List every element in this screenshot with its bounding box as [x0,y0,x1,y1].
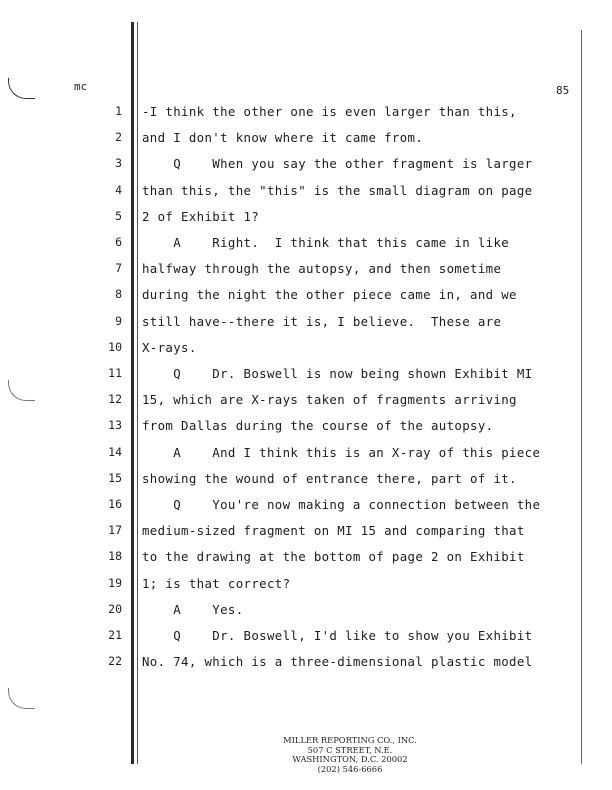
transcript-line [0,418,612,444]
binding-hole-mark [8,78,35,99]
line-number: 5 [115,208,122,223]
line-number: 12 [108,392,122,407]
line-text: 1; is that correct? [142,575,291,591]
reporter-city: WASHINGTON, D.C. 20002 [292,754,408,765]
line-text: from Dallas during the course of the autopsy. [142,418,494,434]
line-number: 21 [108,628,122,642]
line-number: 10 [108,339,122,354]
line-text: Q You're now making a connection between the [142,497,541,512]
line-number: 2 [115,130,122,145]
transcript-line [0,576,612,602]
line-text: 15, which are X-rays taken of fragments arriving [142,392,517,408]
line-text: -I think the other one is even larger than this, [142,104,517,119]
line-number: 13 [108,418,122,433]
line-text: 2 of Exhibit 1? [142,208,260,224]
line-text: than this, the "this" is the small diagram on page [142,182,533,198]
line-text: showing the wound of entrance there, part of it. [142,470,517,486]
reporter-phone: (202) 546-6666 [317,763,383,774]
transcript-line [0,445,612,471]
transcript-line [0,549,612,575]
line-text: A Right. I think that this came in like [142,235,510,250]
transcript-line [0,471,612,497]
line-number: 11 [108,366,122,380]
line-number: 15 [108,470,122,485]
reporter-street: 507 C STREET, N.E. [307,744,393,755]
line-text: still have--there it is, I believe. These are [142,313,502,329]
line-number: 16 [108,497,122,511]
line-number: 3 [115,156,122,171]
transcript-line [0,104,612,130]
line-text: Q When you say the other fragment is larger [142,156,533,172]
line-number: 7 [115,261,122,276]
transcript-line [0,340,612,366]
binding-hole-mark [8,688,35,709]
transcript-line [0,235,612,261]
transcript-line [0,209,612,235]
line-number: 18 [108,549,122,564]
transcript-line [0,523,612,549]
transcript-line [0,287,612,313]
line-text: A Yes. [142,601,244,617]
page-number: 85 [556,84,570,97]
line-number: 19 [108,575,122,590]
reporter-company: MILLER REPORTING CO., INC. [283,735,417,745]
line-text: No. 74, which is a three-dimensional plastic model [142,654,533,670]
transcript-line [0,156,612,182]
transcript-line [0,314,612,340]
line-number: 4 [115,182,122,197]
line-number: 6 [115,235,122,249]
typist-initials: mc [74,80,88,93]
line-text: during the night the other piece came in, and we [142,287,517,303]
line-number: 20 [108,601,122,616]
line-text: and I don't know where it came from. [142,130,424,146]
line-number: 1 [115,104,122,118]
transcript-line [0,183,612,209]
transcript-line [0,130,612,156]
line-text: Q Dr. Boswell, I'd like to show you Exhibit [142,628,533,643]
line-text: A And I think this is an X-ray of this piece [142,444,541,460]
transcript-line [0,654,612,680]
line-number: 14 [108,444,122,459]
line-text: halfway through the autopsy, and then sometime [142,261,502,277]
line-number: 17 [108,523,122,538]
transcript-line [0,497,612,523]
transcript-line [0,366,612,392]
line-text: medium-sized fragment on MI 15 and comparing that [142,523,525,539]
line-number: 22 [108,654,122,669]
reporter-footer [240,736,460,774]
line-text: Q Dr. Boswell is now being shown Exhibit MI [142,366,533,381]
line-text: X-rays. [142,339,197,355]
line-number: 9 [115,313,122,328]
line-text: to the drawing at the bottom of page 2 on Exhibit [142,549,525,565]
transcript-line [0,261,612,287]
line-number: 8 [115,287,122,302]
transcript-line [0,392,612,418]
transcript-line [0,602,612,628]
transcript-line [0,628,612,654]
